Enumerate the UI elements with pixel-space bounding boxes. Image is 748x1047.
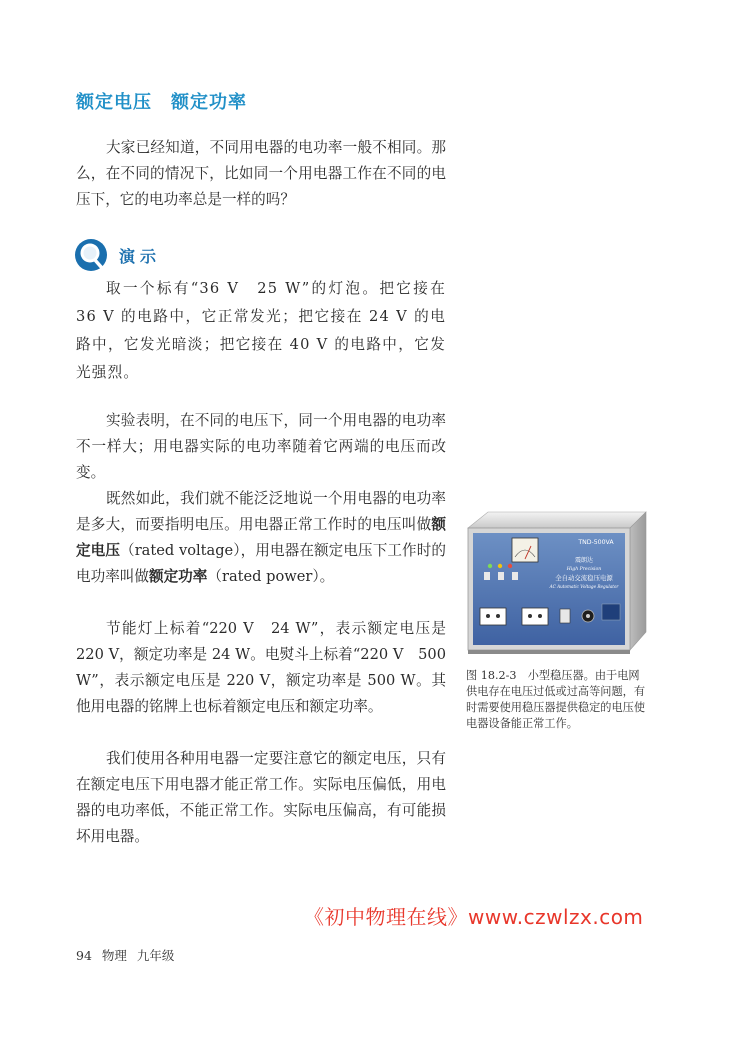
model-label: TND-500VA (578, 539, 614, 546)
term-rated-voltage: 额定电压 (76, 516, 446, 559)
nameplate-example-paragraph: 节能灯上标着“220 V 24 W”，表示额定电压是 220 V，额定功率是 24 W。电熨斗上标着“220 V 500 W”，表示额定电压是 220 V，额定功率是 500 W。其他用电器的铭牌上也标着额定电压和额定功率。 (76, 620, 446, 715)
usage-warning-paragraph: 我们使用各种用电器一定要注意它的额定电压，只有在额定电压下用电器才能正常工作。实际电压偏低，用电器的电功率低，不能正常工作。实际电压偏高，有可能损坏用电器。 (76, 750, 446, 845)
demo-title: 演示 (119, 247, 162, 266)
experiment-conclusion-paragraph: 实验表明，在不同的电压下，同一个用电器的电功率不一样大；用电器实际的电功率随着它两端的电压而改变。 (76, 412, 446, 481)
demo-paragraph: 取一个标有“36 V 25 W”的灯泡。把它接在 36 V 的电路中，它正常发光；把它接在 24 V 的电路中，它发光暗淡；把它接在 40 V 的电路中，它发光强烈。 (76, 280, 446, 381)
page-footer (76, 946, 184, 964)
section-heading: 额定电压 额定功率 (76, 92, 247, 113)
definition-text-b: （rated voltage），用电器在额定电压下工作时的电功率叫做 (76, 542, 446, 585)
footer-subject: 物理 (101, 948, 127, 963)
footer-grade: 九年级 (136, 948, 175, 963)
definition-text-c: （rated power）。 (207, 568, 335, 585)
definition-text-a: 既然如此，我们就不能泛泛地说一个用电器的电功率是多大，而要指明电压。用电器正常工作时的电压叫做 (76, 490, 446, 533)
rated-definition-paragraph (76, 486, 446, 590)
slogan-label: High Precision (566, 567, 602, 572)
intro-paragraph: 大家已经知道，不同用电器的电功率一般不相同。那么，在不同的情况下，比如同一个用电器工作在不同的电压下，它的电功率总是一样的吗？ (76, 139, 446, 208)
brand-label: 震朗达 (574, 557, 594, 564)
page-number: 94 (76, 948, 92, 963)
watermark-text: 《初中物理在线》www.czwlzx.com (304, 905, 644, 929)
demo-magnifier-icon (74, 238, 108, 272)
product-name-label: 全自动交流稳压电源 (555, 574, 613, 582)
figure-caption: 图 18.2-3 小型稳压器。由于电网供电存在电压过低或过高等问题，有时需要使用稳压器提供稳定的电压使电器设备能正常工作。 (466, 669, 646, 730)
term-rated-power: 额定功率 (148, 568, 208, 585)
product-subtitle-label: AC Automatic Voltage Regulator (549, 584, 619, 589)
voltage-regulator-photo (460, 508, 650, 658)
